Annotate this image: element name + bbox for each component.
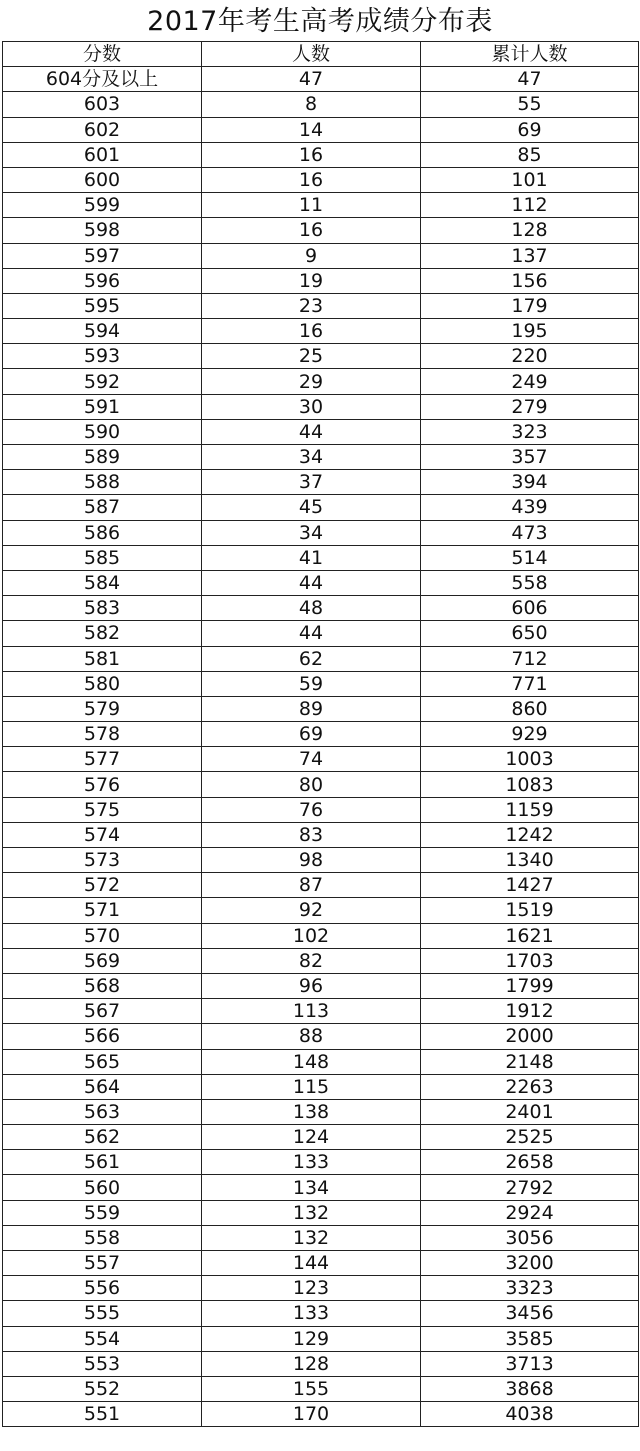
score-cell: 600 bbox=[3, 167, 202, 192]
score-distribution-table bbox=[2, 41, 639, 1427]
table-row bbox=[3, 394, 639, 419]
table-row bbox=[3, 1402, 639, 1427]
table-row bbox=[3, 999, 639, 1024]
score-cell: 567 bbox=[3, 999, 202, 1024]
count-cell: 132 bbox=[202, 1225, 421, 1250]
cumulative-cell: 2525 bbox=[421, 1125, 639, 1150]
table-row bbox=[3, 1125, 639, 1150]
cumulative-cell: 85 bbox=[421, 142, 639, 167]
score-cell: 564 bbox=[3, 1074, 202, 1099]
cumulative-cell: 357 bbox=[421, 445, 639, 470]
count-cell: 87 bbox=[202, 873, 421, 898]
table-row bbox=[3, 268, 639, 293]
table-row bbox=[3, 1024, 639, 1049]
count-cell: 123 bbox=[202, 1276, 421, 1301]
score-cell: 573 bbox=[3, 848, 202, 873]
score-cell: 589 bbox=[3, 445, 202, 470]
table-row bbox=[3, 218, 639, 243]
count-cell: 44 bbox=[202, 621, 421, 646]
cumulative-cell: 4038 bbox=[421, 1402, 639, 1427]
cumulative-cell: 156 bbox=[421, 268, 639, 293]
score-cell: 568 bbox=[3, 973, 202, 998]
cumulative-cell: 606 bbox=[421, 596, 639, 621]
cumulative-cell: 3323 bbox=[421, 1276, 639, 1301]
table-row bbox=[3, 419, 639, 444]
cumulative-cell: 1242 bbox=[421, 822, 639, 847]
cumulative-cell: 1083 bbox=[421, 772, 639, 797]
score-cell: 581 bbox=[3, 646, 202, 671]
cumulative-cell: 220 bbox=[421, 344, 639, 369]
count-cell: 45 bbox=[202, 495, 421, 520]
cumulative-cell: 1799 bbox=[421, 973, 639, 998]
table-row bbox=[3, 570, 639, 595]
score-cell: 559 bbox=[3, 1200, 202, 1225]
score-cell: 585 bbox=[3, 545, 202, 570]
score-cell: 557 bbox=[3, 1251, 202, 1276]
table-row bbox=[3, 1099, 639, 1124]
cumulative-cell: 2792 bbox=[421, 1175, 639, 1200]
table-row bbox=[3, 545, 639, 570]
score-cell: 578 bbox=[3, 722, 202, 747]
cumulative-cell: 2000 bbox=[421, 1024, 639, 1049]
score-cell: 604分及以上 bbox=[3, 67, 202, 92]
count-cell: 16 bbox=[202, 167, 421, 192]
table-row bbox=[3, 1276, 639, 1301]
table-row bbox=[3, 445, 639, 470]
cumulative-cell: 47 bbox=[421, 67, 639, 92]
count-cell: 89 bbox=[202, 696, 421, 721]
table-row bbox=[3, 696, 639, 721]
table-body bbox=[3, 67, 639, 1427]
cumulative-cell: 101 bbox=[421, 167, 639, 192]
cumulative-cell: 712 bbox=[421, 646, 639, 671]
table-row bbox=[3, 293, 639, 318]
table-row bbox=[3, 848, 639, 873]
cumulative-cell: 650 bbox=[421, 621, 639, 646]
score-cell: 590 bbox=[3, 419, 202, 444]
score-cell: 596 bbox=[3, 268, 202, 293]
score-cell: 570 bbox=[3, 923, 202, 948]
table-row bbox=[3, 1175, 639, 1200]
score-cell: 566 bbox=[3, 1024, 202, 1049]
table-row bbox=[3, 1049, 639, 1074]
table-row bbox=[3, 1074, 639, 1099]
count-cell: 44 bbox=[202, 570, 421, 595]
cumulative-cell: 323 bbox=[421, 419, 639, 444]
count-cell: 129 bbox=[202, 1326, 421, 1351]
count-cell: 37 bbox=[202, 470, 421, 495]
cumulative-cell: 1340 bbox=[421, 848, 639, 873]
table-row bbox=[3, 243, 639, 268]
score-cell: 597 bbox=[3, 243, 202, 268]
score-cell: 601 bbox=[3, 142, 202, 167]
cumulative-cell: 112 bbox=[421, 193, 639, 218]
table-row bbox=[3, 117, 639, 142]
score-cell: 602 bbox=[3, 117, 202, 142]
table-row bbox=[3, 973, 639, 998]
cumulative-cell: 279 bbox=[421, 394, 639, 419]
count-cell: 8 bbox=[202, 92, 421, 117]
count-cell: 30 bbox=[202, 394, 421, 419]
score-cell: 575 bbox=[3, 797, 202, 822]
table-row bbox=[3, 772, 639, 797]
count-cell: 83 bbox=[202, 822, 421, 847]
cumulative-cell: 3200 bbox=[421, 1251, 639, 1276]
score-cell: 584 bbox=[3, 570, 202, 595]
table-row bbox=[3, 1200, 639, 1225]
count-cell: 134 bbox=[202, 1175, 421, 1200]
score-cell: 572 bbox=[3, 873, 202, 898]
cumulative-cell: 137 bbox=[421, 243, 639, 268]
table-row bbox=[3, 495, 639, 520]
count-cell: 29 bbox=[202, 369, 421, 394]
count-cell: 88 bbox=[202, 1024, 421, 1049]
score-cell: 579 bbox=[3, 696, 202, 721]
score-cell: 586 bbox=[3, 520, 202, 545]
table-row bbox=[3, 344, 639, 369]
table-row bbox=[3, 948, 639, 973]
score-cell: 554 bbox=[3, 1326, 202, 1351]
count-cell: 148 bbox=[202, 1049, 421, 1074]
cumulative-cell: 558 bbox=[421, 570, 639, 595]
cumulative-cell: 2658 bbox=[421, 1150, 639, 1175]
count-cell: 96 bbox=[202, 973, 421, 998]
cumulative-cell: 128 bbox=[421, 218, 639, 243]
header-count: 人数 bbox=[202, 42, 421, 67]
table-header-row bbox=[3, 42, 639, 67]
count-cell: 9 bbox=[202, 243, 421, 268]
score-cell: 558 bbox=[3, 1225, 202, 1250]
count-cell: 124 bbox=[202, 1125, 421, 1150]
cumulative-cell: 514 bbox=[421, 545, 639, 570]
count-cell: 48 bbox=[202, 596, 421, 621]
table-row bbox=[3, 520, 639, 545]
count-cell: 44 bbox=[202, 419, 421, 444]
count-cell: 74 bbox=[202, 747, 421, 772]
score-cell: 571 bbox=[3, 898, 202, 923]
table-row bbox=[3, 319, 639, 344]
table-row bbox=[3, 646, 639, 671]
cumulative-cell: 1703 bbox=[421, 948, 639, 973]
count-cell: 98 bbox=[202, 848, 421, 873]
score-cell: 569 bbox=[3, 948, 202, 973]
score-cell: 553 bbox=[3, 1351, 202, 1376]
count-cell: 34 bbox=[202, 445, 421, 470]
table-row bbox=[3, 1301, 639, 1326]
count-cell: 11 bbox=[202, 193, 421, 218]
table-row bbox=[3, 898, 639, 923]
count-cell: 16 bbox=[202, 142, 421, 167]
score-cell: 556 bbox=[3, 1276, 202, 1301]
table-row bbox=[3, 1326, 639, 1351]
table-row bbox=[3, 1225, 639, 1250]
score-cell: 555 bbox=[3, 1301, 202, 1326]
score-cell: 580 bbox=[3, 671, 202, 696]
count-cell: 138 bbox=[202, 1099, 421, 1124]
cumulative-cell: 2401 bbox=[421, 1099, 639, 1124]
cumulative-cell: 1519 bbox=[421, 898, 639, 923]
score-cell: 599 bbox=[3, 193, 202, 218]
table-row bbox=[3, 1150, 639, 1175]
table-row bbox=[3, 822, 639, 847]
score-cell: 588 bbox=[3, 470, 202, 495]
score-cell: 561 bbox=[3, 1150, 202, 1175]
score-cell: 593 bbox=[3, 344, 202, 369]
table-row bbox=[3, 923, 639, 948]
count-cell: 92 bbox=[202, 898, 421, 923]
score-cell: 591 bbox=[3, 394, 202, 419]
table-row bbox=[3, 142, 639, 167]
cumulative-cell: 929 bbox=[421, 722, 639, 747]
count-cell: 62 bbox=[202, 646, 421, 671]
table-row bbox=[3, 92, 639, 117]
score-cell: 563 bbox=[3, 1099, 202, 1124]
count-cell: 14 bbox=[202, 117, 421, 142]
table-row bbox=[3, 369, 639, 394]
table-row bbox=[3, 1376, 639, 1401]
count-cell: 76 bbox=[202, 797, 421, 822]
count-cell: 16 bbox=[202, 319, 421, 344]
cumulative-cell: 860 bbox=[421, 696, 639, 721]
table-row bbox=[3, 873, 639, 898]
score-cell: 583 bbox=[3, 596, 202, 621]
count-cell: 23 bbox=[202, 293, 421, 318]
count-cell: 128 bbox=[202, 1351, 421, 1376]
cumulative-cell: 1427 bbox=[421, 873, 639, 898]
table-row bbox=[3, 470, 639, 495]
table-row bbox=[3, 167, 639, 192]
cumulative-cell: 771 bbox=[421, 671, 639, 696]
count-cell: 102 bbox=[202, 923, 421, 948]
cumulative-cell: 249 bbox=[421, 369, 639, 394]
count-cell: 47 bbox=[202, 67, 421, 92]
cumulative-cell: 2924 bbox=[421, 1200, 639, 1225]
count-cell: 132 bbox=[202, 1200, 421, 1225]
cumulative-cell: 3868 bbox=[421, 1376, 639, 1401]
score-cell: 594 bbox=[3, 319, 202, 344]
cumulative-cell: 439 bbox=[421, 495, 639, 520]
count-cell: 59 bbox=[202, 671, 421, 696]
table-row bbox=[3, 1251, 639, 1276]
score-cell: 603 bbox=[3, 92, 202, 117]
count-cell: 16 bbox=[202, 218, 421, 243]
cumulative-cell: 3713 bbox=[421, 1351, 639, 1376]
cumulative-cell: 1159 bbox=[421, 797, 639, 822]
count-cell: 69 bbox=[202, 722, 421, 747]
table-row bbox=[3, 67, 639, 92]
score-cell: 562 bbox=[3, 1125, 202, 1150]
header-cumulative: 累计人数 bbox=[421, 42, 639, 67]
table-row bbox=[3, 1351, 639, 1376]
cumulative-cell: 394 bbox=[421, 470, 639, 495]
score-cell: 576 bbox=[3, 772, 202, 797]
cumulative-cell: 2263 bbox=[421, 1074, 639, 1099]
score-cell: 552 bbox=[3, 1376, 202, 1401]
count-cell: 113 bbox=[202, 999, 421, 1024]
cumulative-cell: 3056 bbox=[421, 1225, 639, 1250]
cumulative-cell: 1621 bbox=[421, 923, 639, 948]
count-cell: 115 bbox=[202, 1074, 421, 1099]
table-row bbox=[3, 797, 639, 822]
count-cell: 82 bbox=[202, 948, 421, 973]
cumulative-cell: 195 bbox=[421, 319, 639, 344]
cumulative-cell: 1912 bbox=[421, 999, 639, 1024]
count-cell: 34 bbox=[202, 520, 421, 545]
cumulative-cell: 3456 bbox=[421, 1301, 639, 1326]
count-cell: 25 bbox=[202, 344, 421, 369]
table-row bbox=[3, 596, 639, 621]
cumulative-cell: 179 bbox=[421, 293, 639, 318]
table-row bbox=[3, 621, 639, 646]
count-cell: 133 bbox=[202, 1301, 421, 1326]
count-cell: 133 bbox=[202, 1150, 421, 1175]
score-cell: 560 bbox=[3, 1175, 202, 1200]
count-cell: 155 bbox=[202, 1376, 421, 1401]
count-cell: 170 bbox=[202, 1402, 421, 1427]
score-cell: 565 bbox=[3, 1049, 202, 1074]
score-cell: 574 bbox=[3, 822, 202, 847]
count-cell: 41 bbox=[202, 545, 421, 570]
count-cell: 19 bbox=[202, 268, 421, 293]
count-cell: 80 bbox=[202, 772, 421, 797]
cumulative-cell: 1003 bbox=[421, 747, 639, 772]
cumulative-cell: 3585 bbox=[421, 1326, 639, 1351]
count-cell: 144 bbox=[202, 1251, 421, 1276]
score-cell: 587 bbox=[3, 495, 202, 520]
cumulative-cell: 473 bbox=[421, 520, 639, 545]
table-row bbox=[3, 722, 639, 747]
score-cell: 551 bbox=[3, 1402, 202, 1427]
table-row bbox=[3, 193, 639, 218]
cumulative-cell: 2148 bbox=[421, 1049, 639, 1074]
score-cell: 595 bbox=[3, 293, 202, 318]
score-cell: 577 bbox=[3, 747, 202, 772]
score-cell: 582 bbox=[3, 621, 202, 646]
score-cell: 592 bbox=[3, 369, 202, 394]
cumulative-cell: 69 bbox=[421, 117, 639, 142]
score-cell: 598 bbox=[3, 218, 202, 243]
page-title: 2017年考生高考成绩分布表 bbox=[147, 6, 493, 37]
table-row bbox=[3, 747, 639, 772]
table-row bbox=[3, 671, 639, 696]
cumulative-cell: 55 bbox=[421, 92, 639, 117]
header-score: 分数 bbox=[3, 42, 202, 67]
